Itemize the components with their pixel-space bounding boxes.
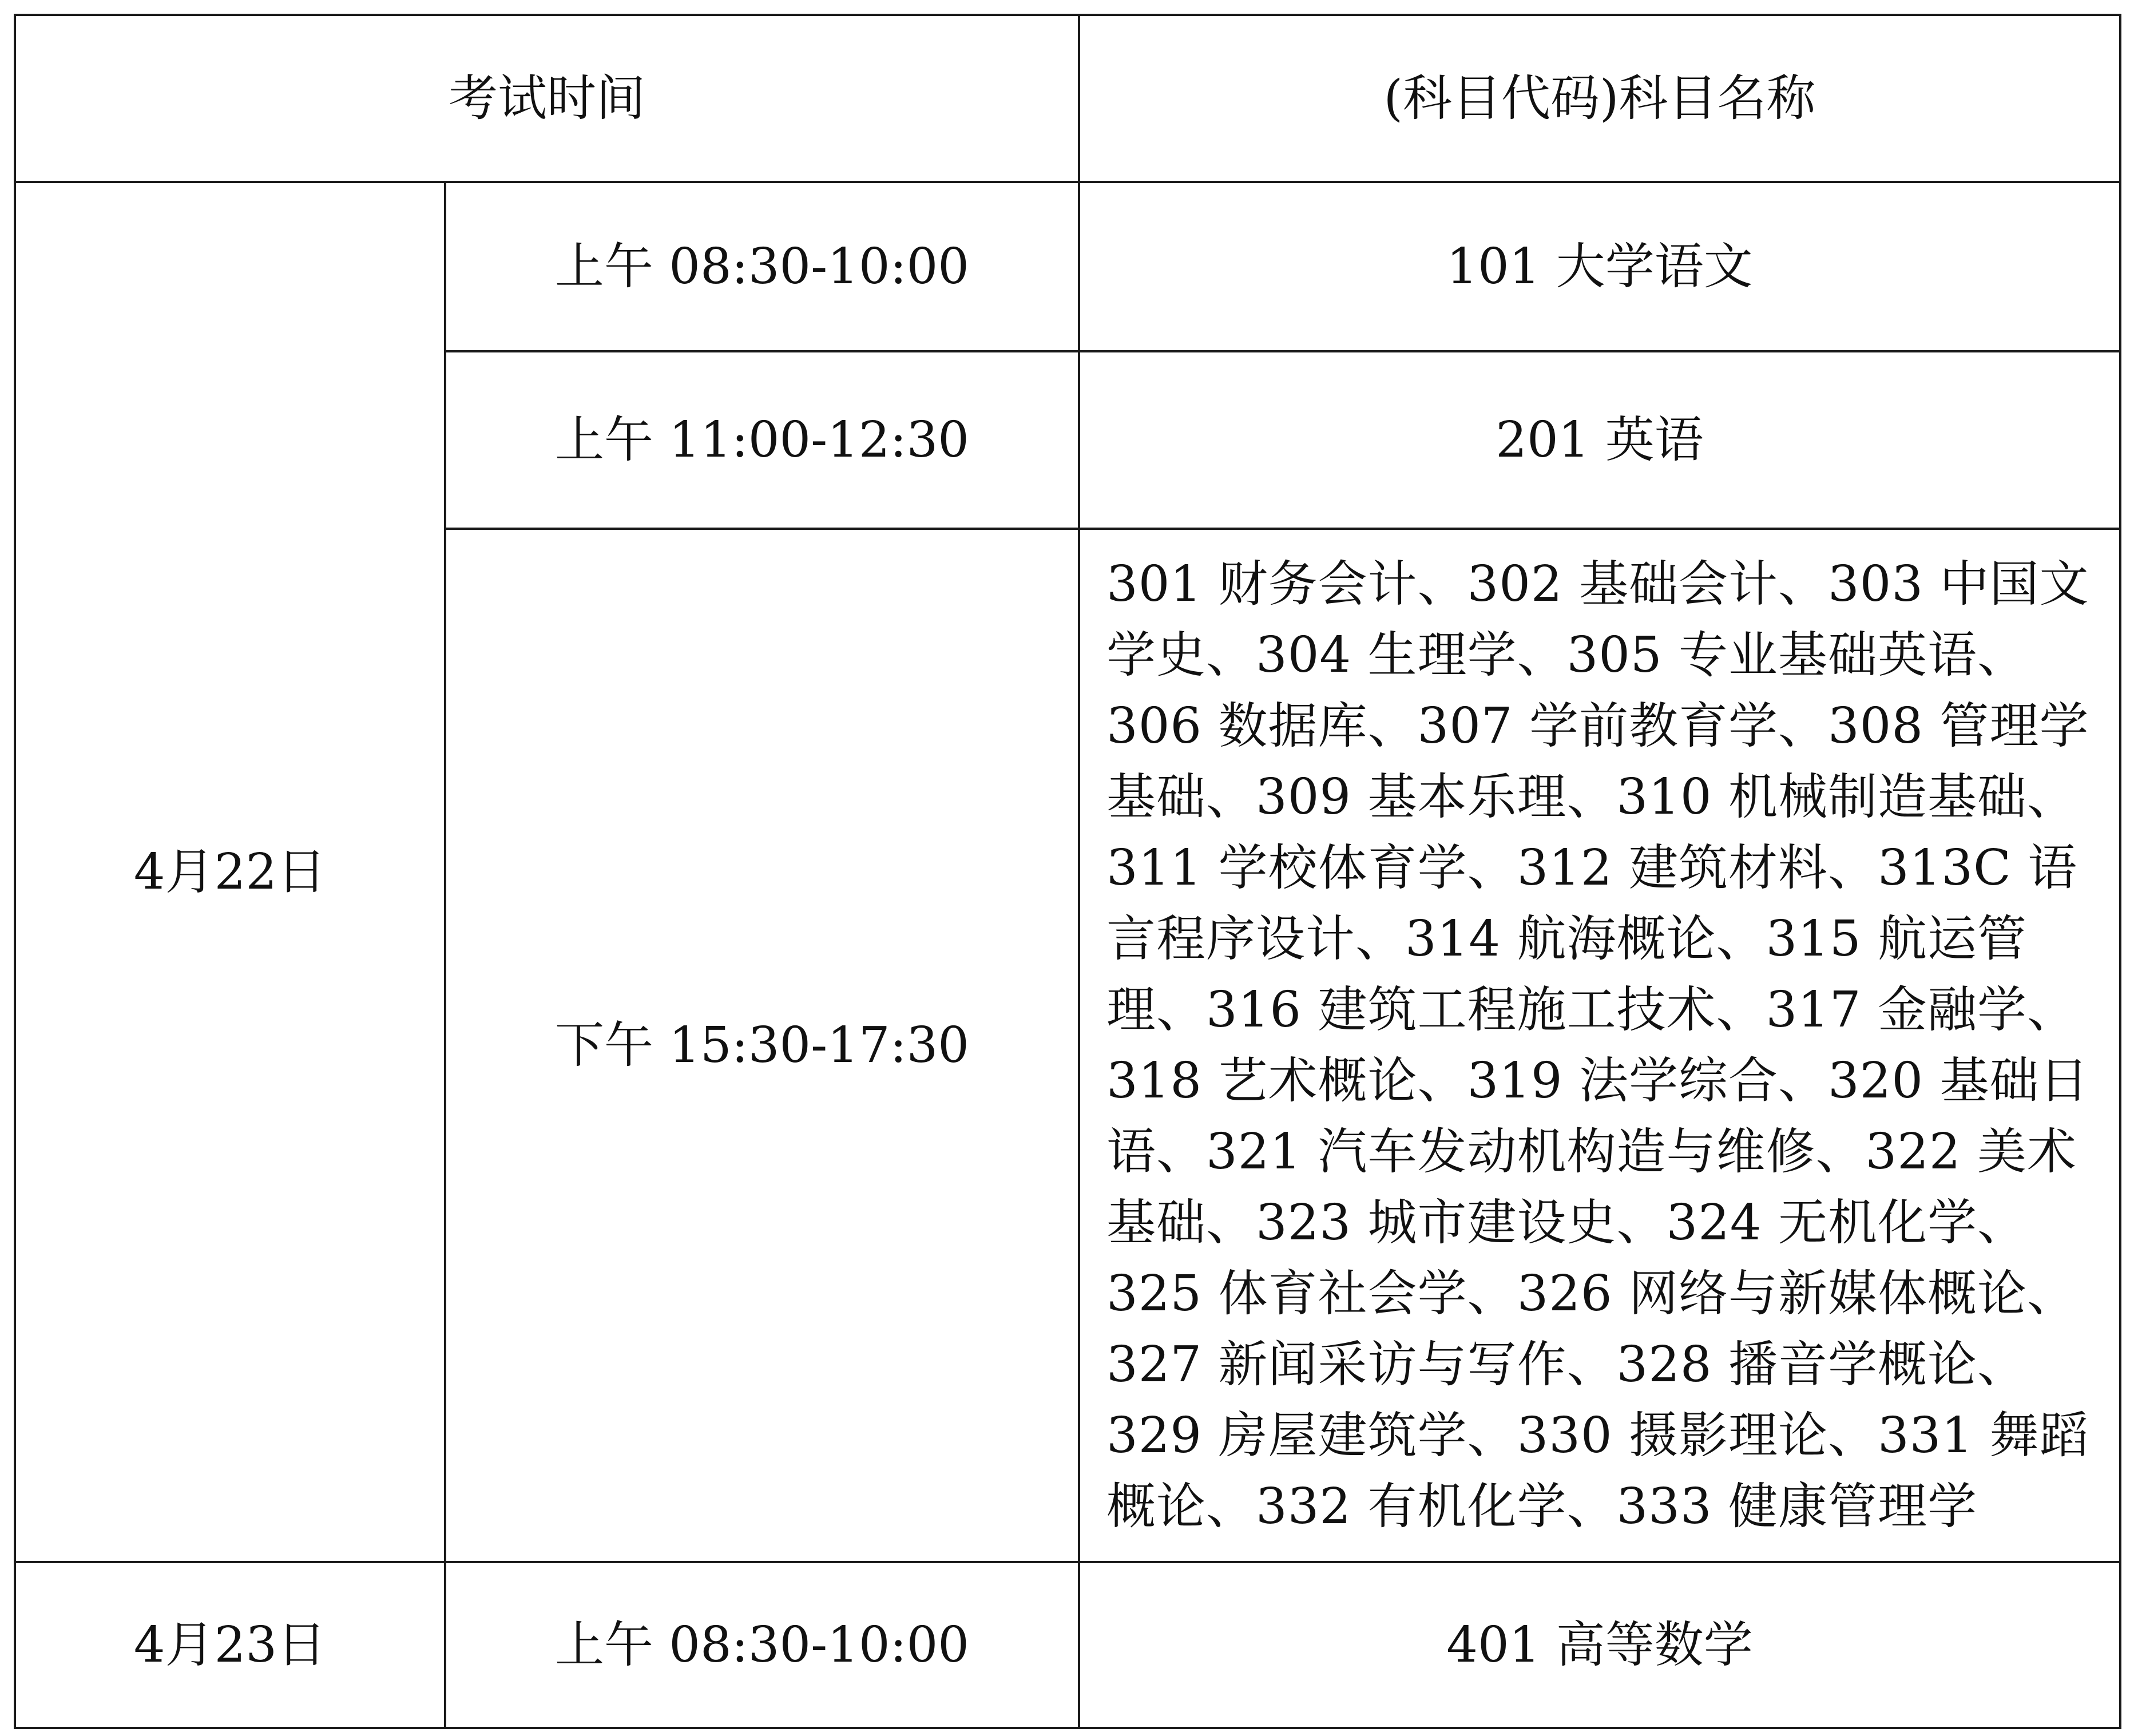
subject-item: 310 机械制造基础 — [1616, 768, 2027, 826]
subject-separator: 、 — [2026, 981, 2077, 1039]
subject-item: 319 法学综合 — [1467, 1052, 1778, 1109]
subject-item: 302 基础会计 — [1467, 556, 1778, 613]
subject-separator: 、 — [1206, 1478, 1256, 1535]
subject-cell: 201 英语 — [1079, 351, 2120, 529]
subject-item: 331 舞蹈概论 — [1106, 1407, 2089, 1535]
subject-separator: 、 — [1417, 1052, 1467, 1109]
time-slot-cell: 上午 08:30-10:00 — [445, 1562, 1079, 1728]
subject-separator: 、 — [1156, 981, 1206, 1039]
subject-separator: 、 — [1417, 556, 1467, 613]
subject-separator: 、 — [2026, 1265, 2077, 1322]
subject-separator: 、 — [1156, 1123, 1206, 1180]
subject-item: 313C 语言程序设计 — [1106, 839, 2078, 968]
subject-item: 304 生理学 — [1256, 627, 1517, 684]
exam-date-cell: 4月23日 — [15, 1562, 445, 1728]
header-row — [15, 15, 2120, 182]
subject-item: 316 建筑工程施工技术 — [1206, 981, 1716, 1039]
subject-separator: 、 — [1716, 910, 1766, 968]
subject-item: 321 汽车发动机构造与维修 — [1206, 1123, 1816, 1180]
subject-separator: 、 — [1206, 768, 1256, 826]
subject-item: 332 有机化学 — [1256, 1478, 1567, 1535]
exam-date-cell: 4月22日 — [15, 182, 445, 1562]
subject-separator: 、 — [1566, 1336, 1617, 1393]
subject-item: 305 专业基础英语 — [1566, 627, 1977, 684]
subject-item: 303 中国文学史 — [1106, 556, 2089, 684]
subject-separator: 、 — [1977, 627, 2027, 684]
subject-separator: 、 — [1778, 697, 1828, 755]
subject-separator: 、 — [1616, 1194, 1667, 1251]
subject-separator: 、 — [1467, 1407, 1517, 1464]
subject-name-header: (科目代码)科目名称 — [1079, 15, 2120, 182]
subject-item: 309 基本乐理 — [1256, 768, 1567, 826]
subject-separator: 、 — [1206, 1194, 1256, 1251]
subject-separator: 、 — [1566, 768, 1617, 826]
subject-separator: 、 — [1827, 1407, 1878, 1464]
subject-list-cell — [1079, 529, 2120, 1562]
subject-item: 324 无机化学 — [1666, 1194, 1977, 1251]
subject-separator: 、 — [1355, 910, 1405, 968]
subject-separator: 、 — [1778, 556, 1828, 613]
subject-separator: 、 — [1517, 627, 1567, 684]
table-row — [15, 182, 2120, 351]
subject-item: 322 美术基础 — [1106, 1123, 2077, 1251]
subject-item: 327 新闻采访与写作 — [1106, 1336, 1567, 1393]
subject-separator: 、 — [1467, 1265, 1517, 1322]
subject-item: 311 学校体育学 — [1106, 839, 1467, 897]
subject-item: 314 航海概论 — [1405, 910, 1716, 968]
subject-item: 320 基础日语 — [1106, 1052, 2089, 1180]
subject-item: 307 学前教育学 — [1417, 697, 1778, 755]
subject-separator: 、 — [1206, 627, 1256, 684]
exam-time-header: 考试时间 — [15, 15, 1079, 182]
subject-item: 333 健康管理学 — [1616, 1478, 1977, 1535]
subject-item: 308 管理学基础 — [1106, 697, 2089, 826]
subject-item: 323 城市建设史 — [1256, 1194, 1617, 1251]
table-row — [15, 1562, 2120, 1728]
subject-separator: 、 — [1367, 697, 1418, 755]
subject-item: 318 艺术概论 — [1106, 1052, 1418, 1109]
subject-separator: 、 — [1977, 1336, 2027, 1393]
subject-item: 325 体育社会学 — [1106, 1265, 1467, 1322]
subject-cell: 401 高等数学 — [1079, 1562, 2120, 1728]
subject-item: 326 网络与新媒体概论 — [1517, 1265, 2027, 1322]
subject-separator: 、 — [1827, 839, 1878, 897]
subject-separator: 、 — [1815, 1123, 1866, 1180]
subject-separator: 、 — [1977, 1194, 2027, 1251]
subject-separator: 、 — [2026, 768, 2077, 826]
exam-schedule-table — [14, 14, 2121, 1729]
subject-item: 301 财务会计 — [1106, 556, 1418, 613]
time-slot-cell: 下午 15:30-17:30 — [445, 529, 1079, 1562]
subject-separator: 、 — [1566, 1478, 1617, 1535]
subject-separator: 、 — [1467, 839, 1517, 897]
subject-separator: 、 — [1716, 981, 1766, 1039]
time-slot-cell: 上午 11:00-12:30 — [445, 351, 1079, 529]
subject-item: 330 摄影理论 — [1517, 1407, 1828, 1464]
subject-item: 329 房屋建筑学 — [1106, 1407, 1467, 1464]
time-slot-cell: 上午 08:30-10:00 — [445, 182, 1079, 351]
subject-item: 312 建筑材料 — [1517, 839, 1828, 897]
subject-item: 315 航运管理 — [1106, 910, 2027, 1039]
subject-item: 306 数据库 — [1106, 697, 1368, 755]
subject-separator: 、 — [1778, 1052, 1828, 1109]
subject-item: 317 金融学 — [1766, 981, 2027, 1039]
subject-item: 328 播音学概论 — [1616, 1336, 1977, 1393]
subject-cell: 101 大学语文 — [1079, 182, 2120, 351]
